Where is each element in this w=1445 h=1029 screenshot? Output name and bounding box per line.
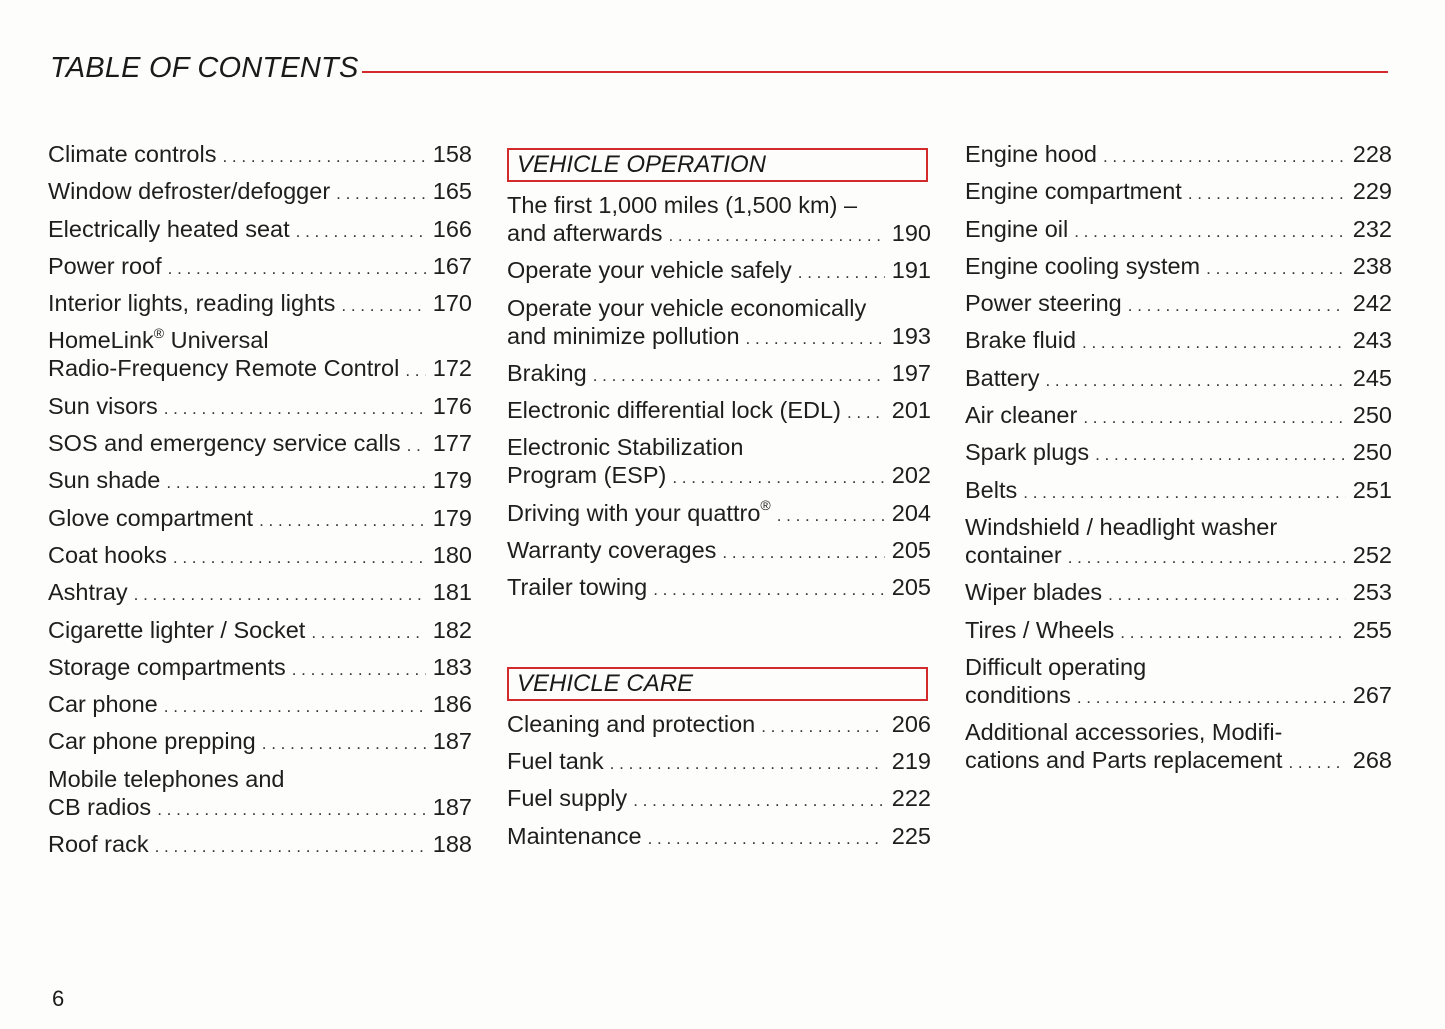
toc-entry[interactable] [48, 541, 472, 572]
toc-entry-page: 170 [432, 290, 472, 317]
toc-entry-title: Sun shade [48, 467, 161, 494]
toc-entry[interactable] [965, 177, 1392, 208]
toc-entry-line [965, 578, 1392, 609]
toc-entry-title: Power steering [965, 290, 1122, 317]
toc-entry[interactable] [507, 822, 931, 853]
toc-entry-page: 268 [1352, 747, 1392, 774]
dot-leader [222, 143, 426, 171]
toc-entry-line [48, 578, 472, 609]
dot-leader [1074, 218, 1346, 246]
toc-entry-page: 252 [1352, 541, 1392, 568]
toc-entry-title: Fuel supply [507, 785, 628, 812]
toc-entry-line [965, 616, 1392, 647]
toc-entry-title: Belts [965, 476, 1018, 503]
dot-leader [134, 581, 426, 609]
toc-entry-title: Interior lights, reading lights [48, 290, 336, 317]
toc-entry-line [507, 536, 931, 567]
toc-entry-line [48, 793, 472, 824]
dot-leader [1206, 255, 1346, 283]
toc-entry[interactable] [48, 727, 472, 758]
toc-entry-page: 222 [891, 785, 931, 812]
toc-entry[interactable] [48, 830, 472, 861]
toc-entry[interactable] [48, 578, 472, 609]
toc-entry-page: 177 [432, 430, 472, 457]
toc-entry-line [507, 710, 931, 741]
dot-leader [1103, 143, 1346, 171]
dot-leader [1077, 684, 1346, 712]
toc-entry-line [48, 215, 472, 246]
toc-entry-title: Electronic differential lock (EDL) [507, 397, 841, 424]
toc-entry-title: conditions [965, 681, 1071, 708]
toc-entry-line [965, 438, 1392, 469]
dot-leader [259, 507, 426, 535]
dot-leader [1128, 292, 1346, 320]
toc-entry-title: Sun visors [48, 392, 158, 419]
toc-entry-line [48, 289, 472, 320]
dot-leader [1108, 581, 1346, 609]
dot-leader [311, 619, 426, 647]
toc-entry[interactable] [48, 326, 472, 385]
toc-entry-line [965, 177, 1392, 208]
dot-leader [1023, 479, 1346, 507]
toc-entry-title: Car phone [48, 691, 158, 718]
section-spacer [507, 611, 931, 659]
section-heading: VEHICLE CARE [507, 667, 928, 701]
toc-entry-title: Radio-Frequency Remote Control [48, 355, 400, 382]
toc-entry-page: 188 [432, 831, 472, 858]
toc-entry[interactable] [965, 578, 1392, 609]
toc-entry-page: 186 [432, 691, 472, 718]
toc-entry-title: Engine cooling system [965, 252, 1201, 279]
toc-entry-page: 255 [1352, 616, 1392, 643]
dot-leader [610, 750, 885, 778]
dot-leader [1120, 619, 1346, 647]
dot-leader [405, 357, 426, 385]
toc-entry-line [507, 359, 931, 390]
dot-leader [1288, 749, 1346, 777]
toc-entry[interactable] [965, 401, 1392, 432]
toc-entry[interactable] [507, 433, 931, 492]
toc-entry-page: 193 [891, 322, 931, 349]
toc-entry-title: Engine compartment [965, 178, 1182, 205]
toc-entry-title: Mobile telephones and [48, 765, 285, 792]
toc-entry-title: Coat hooks [48, 541, 167, 568]
toc-entry-page: 197 [891, 359, 931, 386]
page-title: TABLE OF CONTENTS [50, 52, 359, 84]
toc-entry-page: 179 [432, 467, 472, 494]
toc-entry-page: 238 [1352, 252, 1392, 279]
toc-entry-page: 183 [432, 653, 472, 680]
toc-entry-line [965, 681, 1392, 712]
toc-entry-page: 204 [891, 499, 931, 526]
toc-entry-title: Operate your vehicle safely [507, 257, 792, 284]
toc-entry-page: 206 [891, 710, 931, 737]
toc-entry-line [507, 294, 931, 322]
toc-entry-page: 251 [1352, 476, 1392, 503]
toc-entry-page: 180 [432, 541, 472, 568]
toc-entry-title: Battery [965, 364, 1040, 391]
toc-entry[interactable] [507, 294, 931, 353]
toc-entry[interactable] [48, 504, 472, 535]
toc-entry-title: Wiper blades [965, 579, 1103, 606]
dot-leader [341, 292, 426, 320]
dot-leader [164, 395, 426, 423]
toc-entry-title: Cigarette lighter / Socket [48, 616, 306, 643]
toc-entry-title: Engine oil [965, 215, 1069, 242]
toc-entry-line [965, 252, 1392, 283]
toc-entry-line [965, 401, 1392, 432]
toc-entry-page: 187 [432, 793, 472, 820]
toc-entry-page: 167 [432, 252, 472, 279]
toc-entry-line [48, 616, 472, 647]
toc-entry-title: and afterwards [507, 220, 663, 246]
toc-entry-line [48, 690, 472, 721]
toc-entry-line [507, 461, 931, 492]
toc-entry[interactable] [507, 496, 931, 530]
toc-entry-line [48, 541, 472, 572]
toc-entry-page: 253 [1352, 579, 1392, 606]
dot-leader [593, 362, 885, 390]
toc-entry[interactable] [507, 359, 931, 390]
toc-entry[interactable] [48, 140, 472, 171]
toc-entry-title: Air cleaner [965, 402, 1078, 429]
toc-entry-line [48, 429, 472, 460]
toc-entry-title: Climate controls [48, 141, 217, 167]
toc-entry[interactable] [965, 653, 1392, 712]
toc-entry-line [965, 215, 1392, 246]
toc-entry[interactable] [48, 252, 472, 283]
toc-entry-line [507, 496, 931, 530]
dot-leader [746, 325, 885, 353]
toc-entry-line [965, 746, 1392, 777]
toc-entry-line [965, 718, 1392, 746]
dot-leader [155, 833, 426, 861]
toc-entry-title: Power roof [48, 252, 162, 279]
dot-leader [847, 399, 885, 427]
toc-column-2 [507, 140, 931, 859]
toc-entry-title: Fuel tank [507, 747, 604, 774]
toc-entry-title: Difficult operating [965, 653, 1147, 680]
dot-leader [633, 787, 885, 815]
dot-leader [668, 222, 885, 250]
toc-entry-title: CB radios [48, 793, 152, 820]
toc-entry-page: 243 [1352, 327, 1392, 354]
dot-leader [164, 693, 426, 721]
toc-entry-line [965, 541, 1392, 572]
toc-entry[interactable] [965, 438, 1392, 469]
toc-entry-line [48, 830, 472, 861]
toc-entry-page: 158 [432, 141, 472, 167]
toc-entry-page: 190 [891, 220, 931, 246]
toc-entry-line [48, 466, 472, 497]
dot-leader [166, 469, 426, 497]
toc-entry-title: Driving with your quattro® [507, 496, 771, 526]
dot-leader [1188, 180, 1346, 208]
toc-entry-line [507, 822, 931, 853]
toc-entry[interactable] [48, 429, 472, 460]
toc-entry[interactable] [48, 177, 472, 208]
toc-entry-line [507, 322, 931, 353]
toc-entry-page: 205 [891, 574, 931, 601]
toc-entry-line [965, 326, 1392, 357]
toc-entry-page: 191 [891, 257, 931, 284]
dot-leader [168, 255, 426, 283]
toc-entry-title: HomeLink® Universal [48, 324, 269, 354]
toc-entry-title: Storage compartments [48, 653, 286, 680]
toc-entry[interactable] [48, 653, 472, 684]
toc-entry[interactable] [965, 140, 1392, 171]
dot-leader [157, 796, 426, 824]
dot-leader [648, 825, 885, 853]
toc-entry-title: Operate your vehicle economically [507, 294, 867, 321]
toc-entry-line [48, 326, 472, 354]
toc-entry-page: 250 [1352, 402, 1392, 429]
toc-entry[interactable] [48, 215, 472, 246]
dot-leader [292, 656, 426, 684]
toc-entry[interactable] [965, 289, 1392, 320]
dot-leader [722, 539, 885, 567]
toc-entry-line [965, 289, 1392, 320]
toc-column-1 [48, 140, 472, 867]
toc-entry-line [48, 727, 472, 758]
toc-entry-title: Car phone prepping [48, 728, 256, 755]
page-number: 6 [52, 986, 65, 1011]
toc-entry[interactable] [507, 747, 931, 778]
toc-entry-page: 176 [432, 392, 472, 419]
toc-entry-page: 219 [891, 747, 931, 774]
toc-entry-title: Cleaning and protection [507, 710, 756, 737]
toc-entry-page: 250 [1352, 439, 1392, 466]
dot-leader [296, 218, 426, 246]
toc-entry-line [507, 747, 931, 778]
toc-entry-title: Engine hood [965, 141, 1097, 167]
toc-entry-page: 229 [1352, 178, 1392, 205]
toc-entry-line [507, 784, 931, 815]
toc-entry-line [48, 140, 472, 171]
toc-entry-title: Additional accessories, Modifi- [965, 719, 1283, 746]
dot-leader [798, 259, 885, 287]
toc-entry[interactable] [507, 256, 931, 287]
toc-entry-page: 245 [1352, 364, 1392, 391]
toc-entry-page: 179 [432, 504, 472, 531]
toc-entry[interactable] [507, 536, 931, 567]
toc-entry-line [965, 513, 1392, 541]
toc-entry-title: Roof rack [48, 831, 149, 858]
toc-entry-title: Glove compartment [48, 504, 254, 531]
toc-entry-line [965, 140, 1392, 171]
toc-header [50, 50, 1388, 90]
toc-entry-title: cations and Parts replacement [965, 747, 1283, 774]
toc-entry-page: 166 [432, 215, 472, 242]
toc-entry-line [48, 653, 472, 684]
toc-entry-title: Braking [507, 359, 587, 386]
toc-entry-line [507, 191, 931, 219]
dot-leader [1095, 441, 1346, 469]
toc-entry-title: Brake fluid [965, 327, 1077, 354]
toc-entry-title: Electronic Stabilization [507, 434, 744, 461]
toc-entry-title: SOS and emergency service calls [48, 430, 401, 457]
toc-entry-line [48, 504, 472, 535]
toc-entry[interactable] [48, 466, 472, 497]
dot-leader [777, 502, 885, 530]
dot-leader [1068, 544, 1346, 572]
toc-entry-title: The first 1,000 miles (1,500 km) – [507, 192, 858, 218]
toc-entry[interactable] [48, 289, 472, 320]
header-rule [362, 71, 1388, 73]
toc-entry-page: 267 [1352, 681, 1392, 708]
toc-entry[interactable] [965, 252, 1392, 283]
toc-entry[interactable] [965, 718, 1392, 777]
toc-entry[interactable] [48, 392, 472, 423]
toc-entry[interactable] [965, 513, 1392, 572]
toc-entry-line [48, 177, 472, 208]
toc-entry-line [965, 476, 1392, 507]
toc-entry-title: Maintenance [507, 822, 642, 849]
toc-entry-title: Ashtray [48, 579, 128, 606]
toc-entry-title: Electrically heated seat [48, 215, 290, 242]
dot-leader [173, 544, 426, 572]
toc-entry-line [48, 252, 472, 283]
toc-entry-line [507, 219, 931, 250]
toc-entry-page: 181 [432, 579, 472, 606]
toc-entry[interactable] [48, 690, 472, 721]
toc-entry[interactable] [507, 710, 931, 741]
dot-leader [407, 432, 426, 460]
dot-leader [1082, 329, 1346, 357]
dot-leader [336, 180, 426, 208]
toc-column-3 [965, 140, 1392, 783]
toc-entry[interactable] [965, 326, 1392, 357]
toc-entry-title: Spark plugs [965, 439, 1090, 466]
dot-leader [653, 576, 885, 604]
dot-leader [1083, 404, 1346, 432]
toc-entry[interactable] [507, 191, 931, 250]
toc-entry-page: 201 [891, 397, 931, 424]
toc-entry-page: 225 [891, 822, 931, 849]
toc-entry-line [48, 392, 472, 423]
toc-entry-page: 165 [432, 178, 472, 205]
toc-entry-title: Warranty coverages [507, 537, 717, 564]
toc-entry-line [965, 653, 1392, 681]
toc-entry-page: 187 [432, 728, 472, 755]
dot-leader [262, 730, 426, 758]
toc-entry-line [48, 765, 472, 793]
toc-entry[interactable] [965, 215, 1392, 246]
toc-entry-line [507, 256, 931, 287]
toc-entry-title: Trailer towing [507, 574, 648, 601]
toc-entry[interactable] [965, 364, 1392, 395]
toc-entry-line [507, 573, 931, 604]
toc-entry-line [507, 433, 931, 461]
dot-leader [672, 464, 885, 492]
toc-entry-page: 172 [432, 355, 472, 382]
toc-entry-title: and minimize pollution [507, 322, 740, 349]
toc-entry-title: container [965, 541, 1062, 568]
toc-entry-title: Program (ESP) [507, 462, 667, 489]
toc-entry-page: 232 [1352, 215, 1392, 242]
toc-entry[interactable] [965, 476, 1392, 507]
toc-entry[interactable] [507, 784, 931, 815]
section-heading: VEHICLE OPERATION [507, 148, 928, 182]
toc-entry-line [507, 396, 931, 427]
toc-entry-page: 228 [1352, 141, 1392, 167]
toc-entry-title: Windshield / headlight washer [965, 513, 1278, 540]
toc-entry-page: 182 [432, 616, 472, 643]
toc-entry-page: 205 [891, 537, 931, 564]
toc-entry-page: 202 [891, 462, 931, 489]
toc-entry[interactable] [507, 396, 931, 427]
toc-entry[interactable] [507, 573, 931, 604]
toc-entry-title: Tires / Wheels [965, 616, 1115, 643]
toc-entry-title: Window defroster/defogger [48, 178, 331, 205]
toc-entry-line [965, 364, 1392, 395]
dot-leader [1045, 367, 1346, 395]
toc-entry[interactable] [48, 616, 472, 647]
toc-entry[interactable] [965, 616, 1392, 647]
toc-entry[interactable] [48, 765, 472, 824]
dot-leader [761, 713, 885, 741]
toc-entry-page: 242 [1352, 290, 1392, 317]
toc-entry-line [48, 354, 472, 385]
